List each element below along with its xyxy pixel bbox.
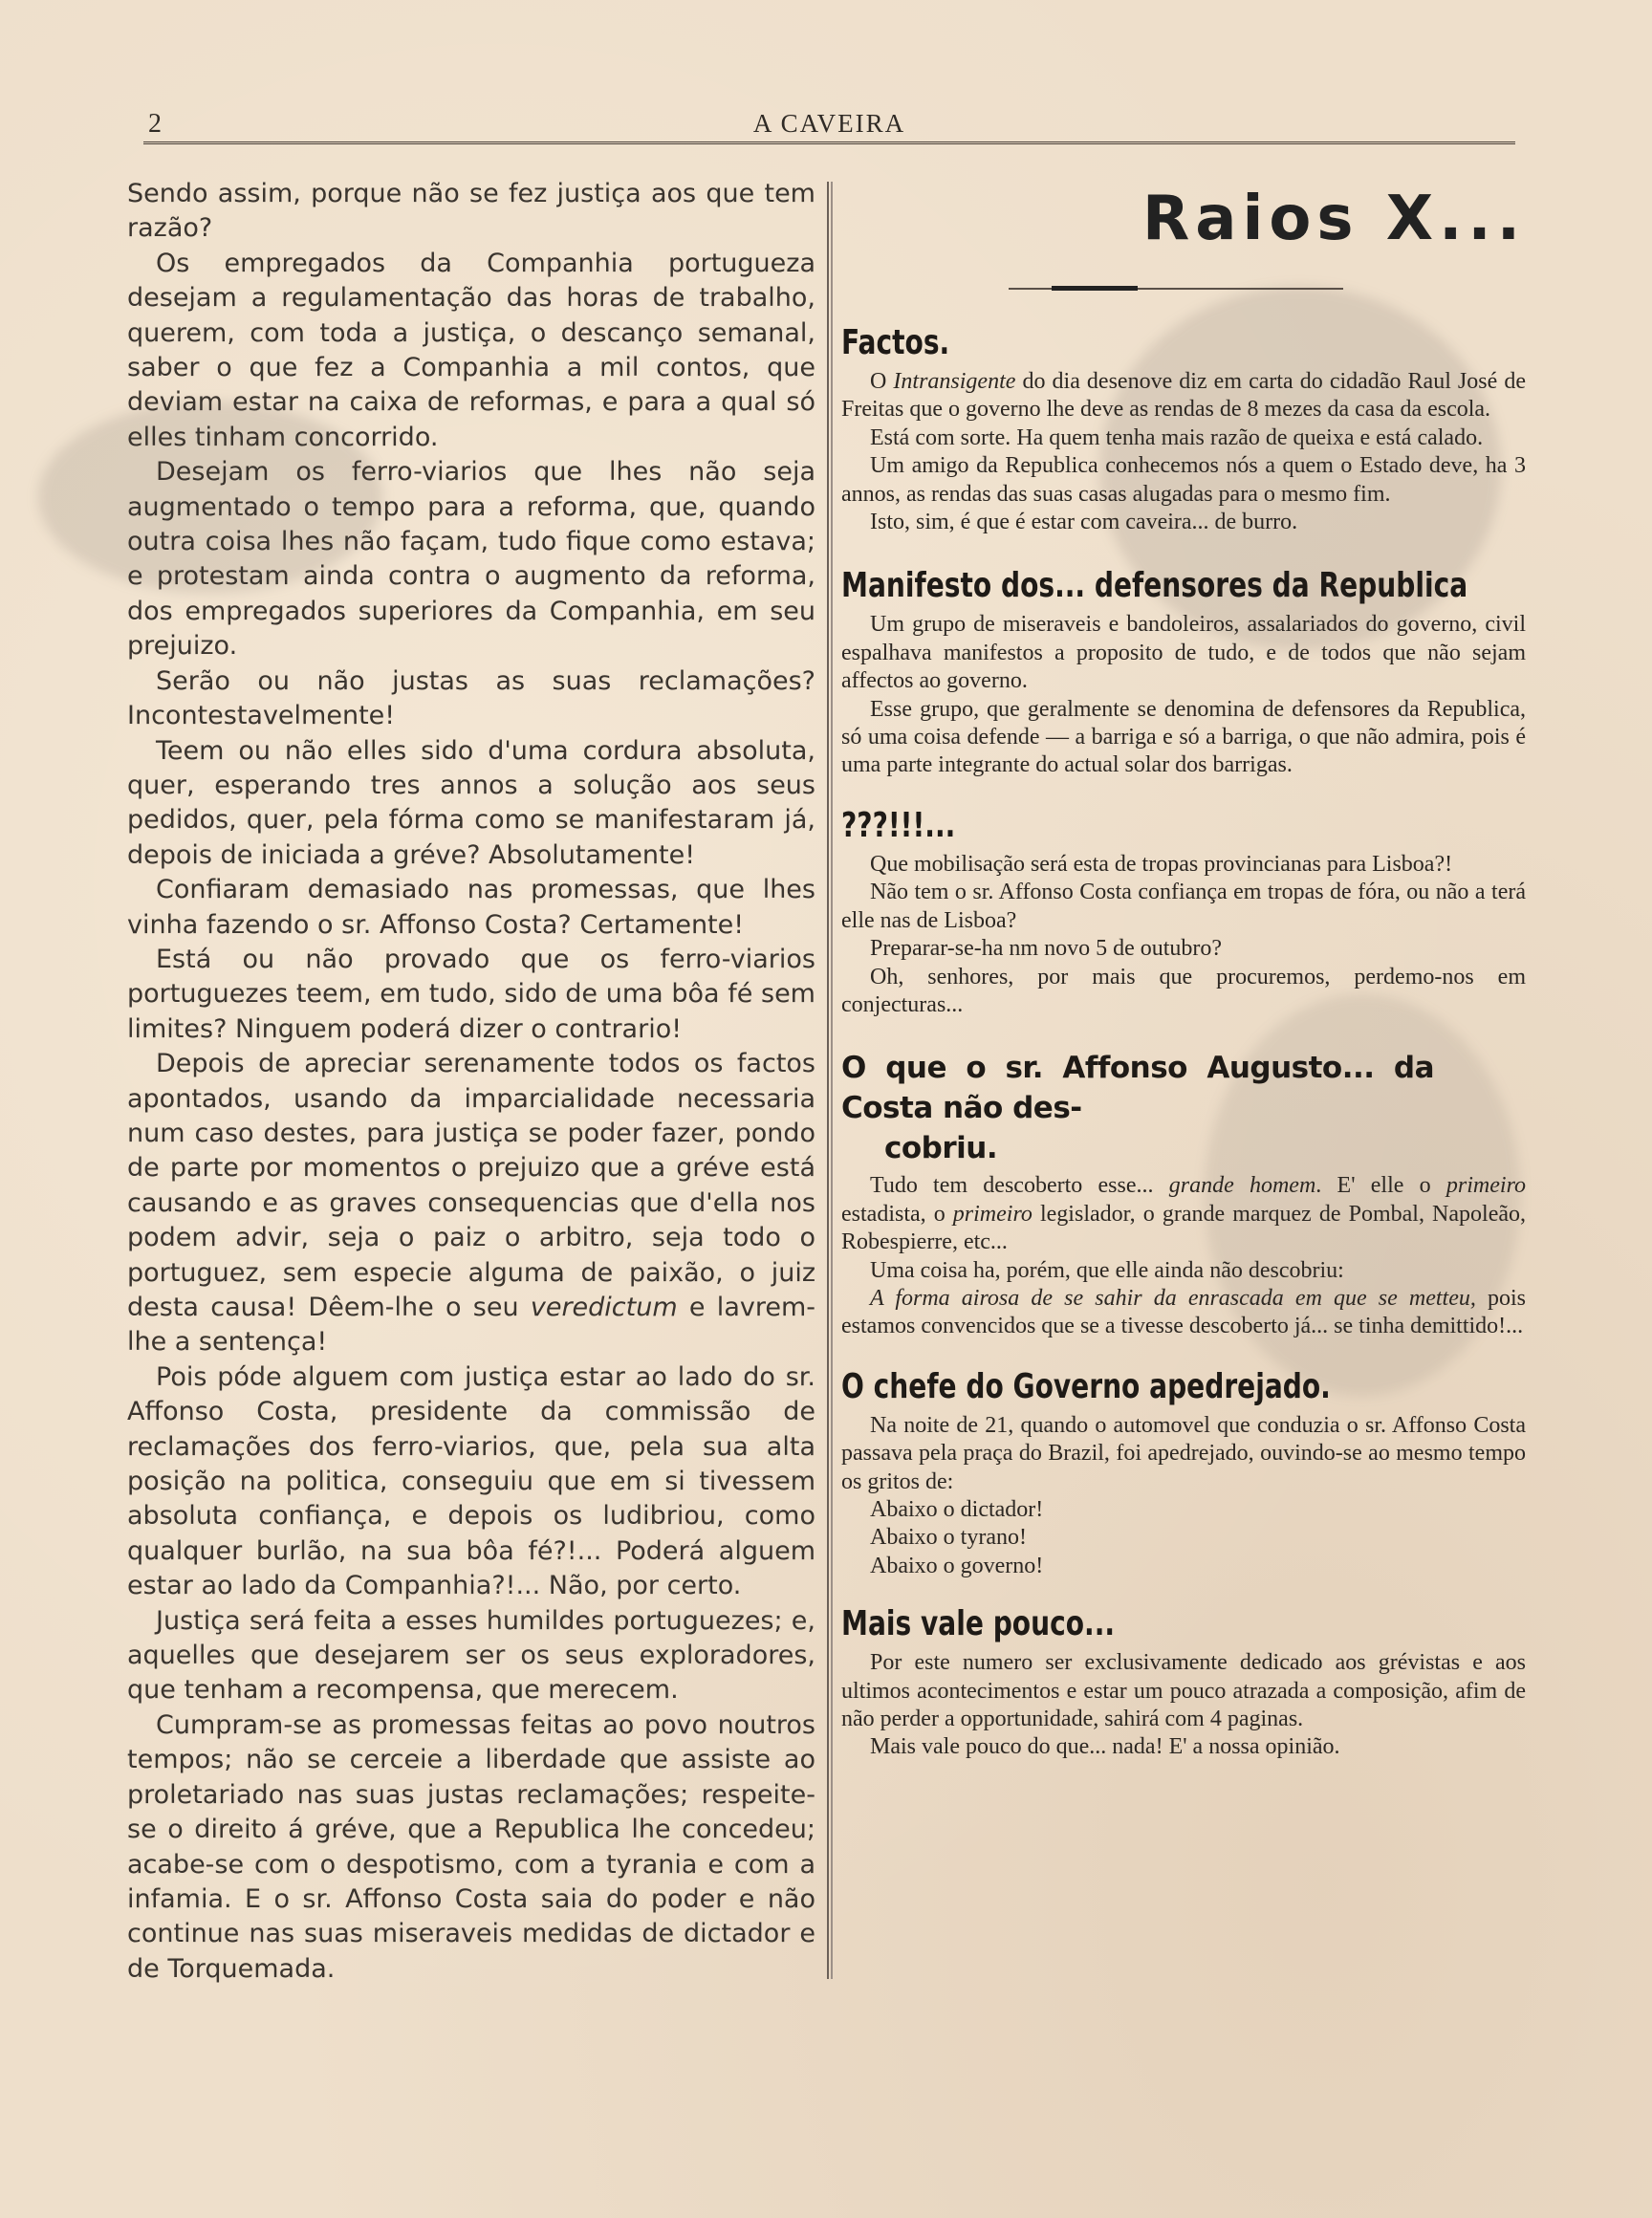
- paragraph: Desejam os ferro-viarios que lhes não seja augmentado o tempo para a reforma, que, quando outra coisa lhes não façam, tudo fique como estava; e protestam ainda contra o augmento da reforma, dos empregados superiores da Companhia, em seu prejuizo.: [127, 457, 815, 662]
- paragraph: Cumpram-se as promessas feitas ao povo noutros tempos; não se cerceie a liberdade que assiste ao proletariado nas suas justas reclamações; respeite-se o direito á gréve, que a Republica lhe concedeu; acabe-se com o despotismo, com a tyrania e com a infamia. E o sr. Affonso Costa saia do poder e não continue nas suas miseraveis medidas de dictador e de Torquemada.: [127, 1709, 815, 1984]
- heading-line: cobriu.: [884, 1131, 998, 1166]
- section-title: Raios X...: [1141, 184, 1526, 254]
- paragraph: Pois póde alguem com justiça estar ao lado do sr. Affonso Costa, presidente da commissão de reclamações dos ferro-viarios, que, pela sua alta posição na politica, conseguiu que em si tivessem absoluta confiança, e depois os ludibriou, como qualquer burlão, na sua bôa fé?!... Poderá alguem estar ao lado da Companhia?!... Não, por certo.: [127, 1361, 815, 1601]
- section-factos: [841, 322, 1526, 536]
- paragraph: Teem ou não elles sido d'uma cordura absoluta, quer, esperando tres annos a solução aos seus pedidos, quer, pela fórma como se manifestaram já, depois de iniciada a gréve? Absolutamente!: [127, 735, 815, 870]
- section-heading: ???!!!...: [841, 805, 956, 845]
- italic-term: primeiro: [1446, 1173, 1527, 1199]
- paragraph: Sendo assim, porque não se fez justiça aos que tem razão?: [127, 179, 815, 244]
- text-run: pois estamos convencidos que se a tivesse descoberto já... se tinha demittido!...: [841, 1285, 1526, 1339]
- column-divider: [827, 182, 829, 1979]
- paragraph: Na noite de 21, quando o automovel que conduzia o sr. Affonso Costa passava pela praça do Brazil, foi apedrejado, ouvindo-se ao mesmo tempo os gritos de:: [841, 1412, 1526, 1494]
- italic-term: grande homem: [1168, 1173, 1316, 1199]
- heading-line: O que o sr. Affonso Augusto... da Costa não des-: [841, 1051, 1434, 1126]
- shout-line: Abaixo o dictador!: [870, 1496, 1044, 1522]
- paragraph: Os empregados da Companhia portugueza desejam a regulamentação das horas de trabalho, querem, com toda a justiça, o descanço semanal, saber o que fez a Companhia a mil contos, que deviam estar na caixa de reformas, e para a qual só elles tinham concorrido.: [127, 248, 815, 452]
- paragraph: Não tem o sr. Affonso Costa confiança em tropas de fóra, ou não a terá elle nas de Lisboa?: [841, 880, 1526, 933]
- text-run: legislador, o grande marquez de Pombal, Napoleão, Robespierre, etc...: [841, 1201, 1526, 1255]
- italic-term: A forma airosa de se sahir da enrascada em que se metteu,: [870, 1285, 1476, 1311]
- section-manifesto: [841, 565, 1526, 779]
- paragraph: [841, 368, 1526, 424]
- section-interrogations: [841, 805, 1526, 1019]
- paragraph: Preparar-se-ha nm novo 5 de outubro?: [870, 936, 1223, 962]
- ornamental-rule: [1009, 288, 1343, 290]
- paragraph: Confiaram demasiado nas promessas, que lhes vinha fazendo o sr. Affonso Costa? Certamente!: [127, 875, 815, 940]
- paragraph-text: Depois de apreciar serenamente todos os factos apontados, usando da imparcialidade necessaria num caso destes, para justiça se poder fazer, pondo de parte por momentos o prejuizo que a gréve está causando e as graves consequencias que d'ella nos podem advir, seja o paiz o arbitro, seja todo o portuguez, sem especie alguma de paixão, o juiz desta causa! Dêem-lhe o seu: [127, 1049, 815, 1322]
- italic-term: primeiro: [952, 1201, 1032, 1227]
- section-descobriu: [841, 1048, 1526, 1340]
- paragraph: [841, 1172, 1526, 1256]
- text-run: . E' elle o: [1315, 1173, 1446, 1199]
- section-heading: Mais vale pouco...: [841, 1604, 1116, 1644]
- section-heading: Manifesto dos... defensores da Republica: [841, 566, 1468, 606]
- paragraph: Uma coisa ha, porém, que elle ainda não descobriu:: [870, 1257, 1344, 1283]
- paragraph: Por este numero ser exclusivamente dedicado aos grévistas e aos ultimos acontecimentos e estar um pouco atrazada a composição, afim de não perder a opportunidade, sahirá com 4 paginas.: [841, 1650, 1526, 1731]
- text-run: Tudo tem descoberto esse...: [870, 1173, 1169, 1199]
- paragraph: Mais vale pouco do que... nada! E' a nossa opinião.: [870, 1734, 1340, 1760]
- paragraph: Oh, senhores, por mais que procuremos, perdemo-nos em conjecturas...: [841, 964, 1526, 1017]
- shout-line: Abaixo o governo!: [870, 1553, 1044, 1578]
- shout-line: Abaixo o tyrano!: [870, 1525, 1027, 1551]
- section-maisvale: [841, 1603, 1526, 1762]
- paragraph: Serão ou não justas as suas reclamações? Incontestavelmente!: [127, 665, 815, 731]
- paragraph: Está ou não provado que os ferro-viarios portuguezes teem, em tudo, sido de uma bôa fé sem limites? Ninguem poderá dizer o contrario!: [127, 944, 815, 1044]
- page-header: [143, 103, 1515, 144]
- paragraph: Esse grupo, que geralmente se denomina de defensores da Republica, só uma coisa defende — a barriga e só a barriga, o que não admira, pois é uma parte integrante do actual solar dos barrigas.: [841, 696, 1526, 778]
- text-run: do dia desenove diz em carta do cidadão Raul José de Freitas que o governo lhe deve as rendas de 8 mezes da casa da escola.: [841, 369, 1526, 423]
- paragraph: Que mobilisação será esta de tropas provincianas para Lisboa?!: [870, 851, 1453, 877]
- section-heading: [841, 1048, 1434, 1168]
- paragraph: Está com sorte. Ha quem tenha mais razão de queixa e está calado.: [870, 424, 1484, 450]
- newspaper-title: A CAVEIRA: [752, 109, 906, 138]
- section-apedrejado: [841, 1366, 1526, 1580]
- text-run: estadista, o: [841, 1201, 953, 1227]
- italic-term: Intransigente: [893, 369, 1016, 394]
- page-number: 2: [148, 109, 162, 139]
- paragraph: Isto, sim, é que é estar com caveira... de burro.: [870, 510, 1298, 535]
- paragraph-text: e lavrem-lhe a sentença!: [127, 1293, 816, 1358]
- paragraph: Justiça será feita a esses humildes portuguezes; e, aquelles que desejarem ser os seus exploradores, que tenham a recompensa, que merecem.: [127, 1605, 815, 1706]
- right-column: [841, 167, 1526, 1762]
- text-run: O: [870, 369, 894, 394]
- left-column-article: [127, 177, 815, 1987]
- paragraph: Um amigo da Republica conhecemos nós a quem o Estado deve, ha 3 annos, as rendas das suas casas alugadas para o mesmo fim.: [841, 453, 1526, 507]
- section-heading: Factos.: [841, 323, 950, 362]
- paragraph: Um grupo de miseraveis e bandoleiros, assalariados do governo, civil espalhava manifestos a proposito de tudo, e de todos que não sejam affectos ao governo.: [841, 612, 1526, 694]
- italic-term: veredictum: [530, 1293, 678, 1322]
- section-heading: O chefe do Governo apedrejado.: [841, 1366, 1331, 1406]
- paragraph-veredictum: [127, 1047, 815, 1360]
- paragraph: [841, 1285, 1526, 1341]
